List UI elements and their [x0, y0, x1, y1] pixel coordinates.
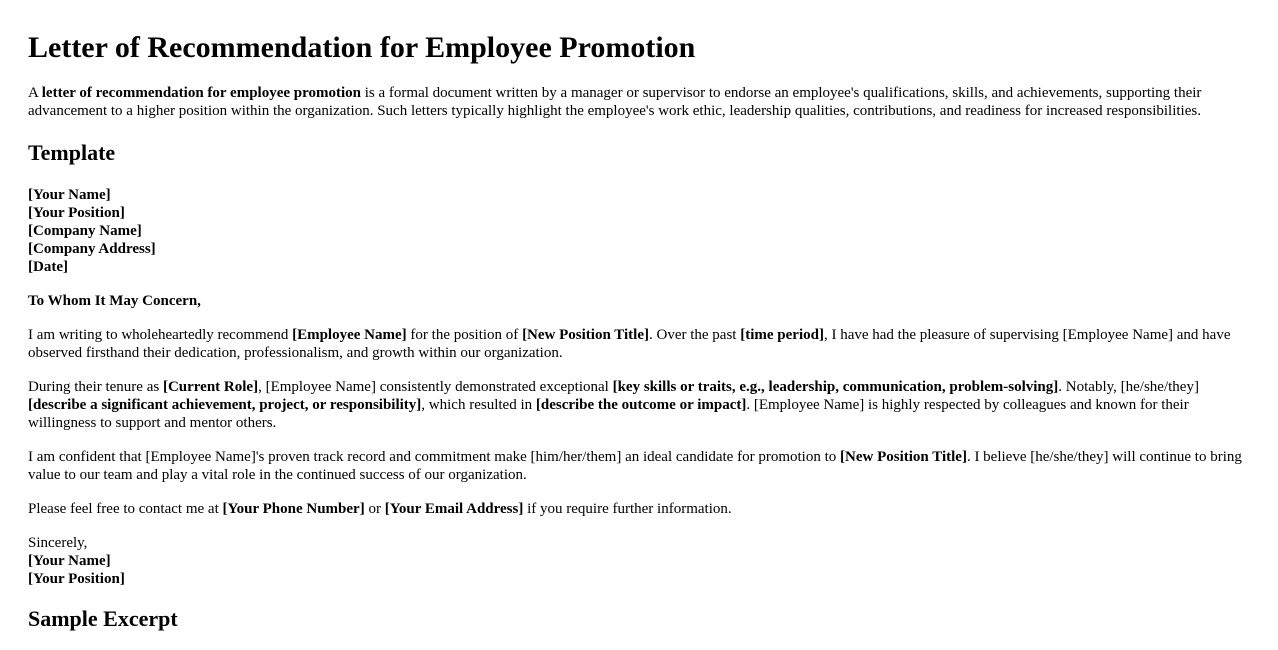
- intro-text: is a formal document written by a manager or supervisor to endorse an employee's qualifications, skills, and achievements, supporting their advancement to a higher position within the organization. Such letters typically highlight the employee's work ethic, leadership qualities, contributions, and readiness for increased responsibilities.: [28, 85, 1202, 119]
- placeholder-email-address: [Your Email Address]: [384, 501, 524, 517]
- signoff-closing: Sincerely,: [28, 535, 88, 551]
- intro-bold-term: letter of recommendation for employee promotion: [41, 85, 361, 101]
- page-title: Letter of Recommendation for Employee Promotion: [28, 31, 696, 64]
- paragraph-text: , [Employee Name] consistently demonstrated exceptional: [258, 379, 613, 395]
- paragraph-text: for the position of: [406, 327, 523, 343]
- letter-header: [28, 186, 1250, 276]
- header-your-name: [Your Name]: [28, 187, 111, 203]
- paragraph-text: . Notably, [he/she/they]: [1058, 379, 1199, 395]
- template-heading: Template: [28, 140, 116, 165]
- paragraph-text: or: [364, 501, 385, 517]
- placeholder-current-role: [Current Role]: [162, 379, 259, 395]
- placeholder-achievement: [describe a significant achievement, project, or responsibility]: [28, 397, 422, 413]
- paragraph-text: Please feel free to contact me at: [28, 501, 223, 517]
- placeholder-employee-name: [Employee Name]: [292, 327, 407, 343]
- letter-paragraph-1: [28, 326, 1250, 362]
- paragraph-text: . [Employee Name] is highly respected by colleagues and known for their willingness to support and mentor others.: [28, 397, 1189, 431]
- sample-excerpt-heading: Sample Excerpt: [28, 606, 178, 631]
- header-your-position: [Your Position]: [28, 205, 125, 221]
- header-company-address: [Company Address]: [28, 241, 156, 257]
- placeholder-new-position: [New Position Title]: [522, 327, 649, 343]
- signoff-name: [Your Name]: [28, 553, 111, 569]
- paragraph-text: , which resulted in: [421, 397, 536, 413]
- placeholder-outcome: [describe the outcome or impact]: [535, 397, 747, 413]
- paragraph-text: , I have had the pleasure of supervising [Employee Name] and have observed firsthand their dedication, professionalism, and growth within our organization.: [28, 327, 1231, 361]
- intro-text: A: [28, 85, 42, 101]
- paragraph-text: . Over the past: [649, 327, 741, 343]
- letter-paragraph-3: [28, 448, 1250, 484]
- placeholder-phone-number: [Your Phone Number]: [222, 501, 365, 517]
- paragraph-text: if you require further information.: [523, 501, 732, 517]
- header-date: [Date]: [28, 259, 68, 275]
- letter-greeting: To Whom It May Concern,: [28, 293, 201, 309]
- paragraph-text: . I believe [he/she/they] will continue to bring value to our team and play a vital role in the continued success of our organization.: [28, 449, 1242, 483]
- placeholder-time-period: [time period]: [740, 327, 824, 343]
- placeholder-new-position: [New Position Title]: [840, 449, 967, 465]
- signoff-position: [Your Position]: [28, 571, 125, 587]
- letter-paragraph-4: [28, 500, 1250, 518]
- intro-paragraph: [28, 84, 1250, 120]
- letter-paragraph-2: [28, 378, 1250, 432]
- header-company-name: [Company Name]: [28, 223, 142, 239]
- placeholder-key-skills: [key skills or traits, e.g., leadership, communication, problem-solving]: [612, 379, 1059, 395]
- paragraph-text: During their tenure as: [28, 379, 163, 395]
- paragraph-text: I am confident that [Employee Name]'s proven track record and commitment make [him/her/them] an ideal candidate for promotion to: [28, 449, 840, 465]
- letter-signoff: [28, 534, 1250, 588]
- paragraph-text: I am writing to wholeheartedly recommend: [28, 327, 293, 343]
